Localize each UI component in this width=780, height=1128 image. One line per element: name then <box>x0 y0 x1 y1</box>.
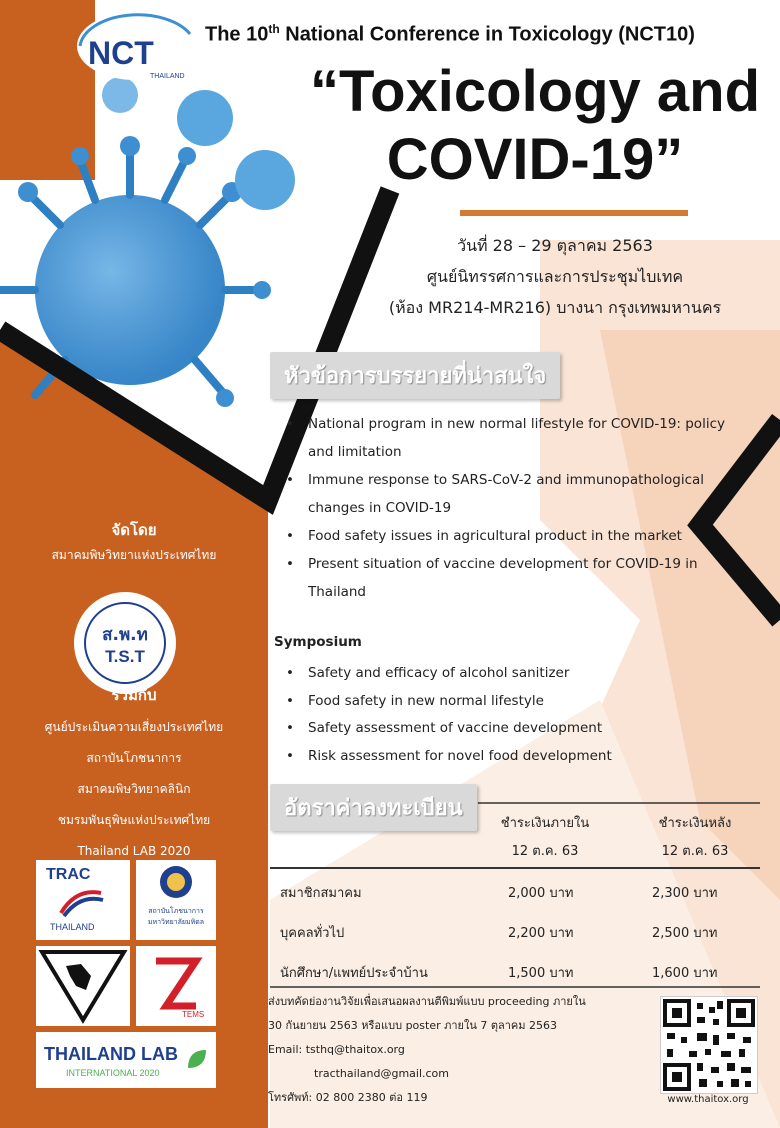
list-item: • Present situation of vaccine development for COVID-19 in Thailand <box>282 550 742 606</box>
clinical-tox-logo <box>36 946 130 1026</box>
trac-logo-text: TRAC <box>46 866 91 883</box>
event-room: (ห้อง MR214-MR216) บางนา กรุงเทพมหานคร <box>388 298 722 317</box>
main-title-line1: “Toxicology and <box>309 59 761 124</box>
partner-item: ชมรมพันธุพิษแห่งประเทศไทย <box>57 813 211 827</box>
seal-line1: ส.พ.ท <box>102 625 148 645</box>
submission-line2: 30 กันยายน 2563 หรือแบบ poster ภายใน 7 ตุลาคม 2563 <box>268 1019 558 1032</box>
fees-heading: อัตราค่าลงทะเบียน <box>270 784 477 831</box>
nutrition-institute-logo: สถาบันโภชนาการ มหาวิทยาลัยมหิดล <box>136 860 216 940</box>
fee-category: บุคคลทั่วไป <box>280 926 345 941</box>
partner-item: สถาบันโภชนาการ <box>86 751 182 765</box>
list-item: • Safety assessment of vaccine development <box>282 715 742 743</box>
partner-list <box>0 712 268 867</box>
organizer-name: สมาคมพิษวิทยาแห่งประเทศไทย <box>51 548 217 562</box>
email-primary: Email: tsthq@thaitox.org <box>268 1043 405 1056</box>
partner-label: ร่วมกับ <box>111 686 157 704</box>
website-url: www.thaitox.org <box>667 1094 749 1105</box>
list-item: • Immune response to SARS-CoV-2 and immunopathological changes in COVID-19 <box>282 466 742 522</box>
seal-line2: T.S.T <box>105 647 145 666</box>
list-item: • Safety and efficacy of alcohol sanitizer <box>282 660 742 688</box>
fee-early: 2,200 บาท <box>508 926 574 941</box>
table-row <box>270 872 760 910</box>
col-late-head: ชำระเงินหลัง 12 ต.ค. 63 <box>658 816 732 859</box>
list-item: • Food safety in new normal lifestyle <box>282 688 742 716</box>
thailand-lab-logo-subtext: INTERNATIONAL 2020 <box>66 1068 160 1078</box>
partner-item: Thailand LAB 2020 <box>77 844 191 858</box>
contact-info <box>268 990 668 1110</box>
submission-line1: ส่งบทคัดย่องานวิจัยเพื่อเสนอผลงานตีพิมพ์แบบ proceeding ภายใน <box>268 995 586 1008</box>
symposium-list <box>282 660 742 770</box>
partner-item: สมาคมพิษวิทยาคลินิก <box>77 782 191 796</box>
organizer-label: จัดโดย <box>111 521 157 539</box>
fee-early: 1,500 บาท <box>508 966 574 981</box>
topics-heading: หัวข้อการบรรยายที่น่าสนใจ <box>270 352 560 399</box>
trac-logo-subtext: THAILAND <box>50 922 95 932</box>
fee-category: นักศึกษา/แพทย์ประจำบ้าน <box>280 966 428 981</box>
fee-early: 2,000 บาท <box>508 886 574 901</box>
nct-logo <box>70 6 200 86</box>
fee-category: สมาชิกสมาคม <box>280 886 362 901</box>
list-item: • Food safety issues in agricultural product in the market <box>282 522 742 550</box>
event-info <box>330 230 780 323</box>
thailand-lab-logo <box>36 1032 216 1088</box>
main-title-line2: COVID-19” <box>386 127 684 192</box>
topics-list <box>282 410 742 606</box>
trac-logo <box>36 860 130 940</box>
event-venue: ศูนย์นิทรรศการและการประชุมไบเทค <box>426 267 684 286</box>
col-early-head: ชำระเงินภายใน 12 ต.ค. 63 <box>500 816 590 859</box>
tems-logo-text: TEMS <box>182 1010 205 1019</box>
event-date: วันที่ 28 – 29 ตุลาคม 2563 <box>457 236 653 255</box>
email-secondary: tracthailand@gmail.com <box>314 1067 449 1080</box>
table-row <box>270 912 760 950</box>
thailand-lab-logo-text: THAILAND LAB <box>44 1044 178 1064</box>
title-underline <box>460 210 688 216</box>
fee-late: 2,500 บาท <box>652 926 718 941</box>
list-item: • Risk assessment for novel food development <box>282 743 742 771</box>
tems-logo <box>136 946 216 1026</box>
qr-code-icon <box>660 996 758 1094</box>
nct-logo-subtext: THAILAND <box>150 73 185 80</box>
fee-late: 1,600 บาท <box>652 966 718 981</box>
conference-title: The 10th National Conference in Toxicology (NCT10) <box>205 22 695 46</box>
partner-item: ศูนย์ประเมินความเสี่ยงประเทศไทย <box>44 720 224 734</box>
nct-logo-text: NCT <box>88 35 154 71</box>
table-row <box>270 952 760 990</box>
fee-late: 2,300 บาท <box>652 886 718 901</box>
main-title <box>300 58 770 194</box>
symposium-label: Symposium <box>274 634 362 650</box>
phone: โทรศัพท์: 02 800 2380 ต่อ 119 <box>268 1091 428 1104</box>
list-item: • National program in new normal lifestyle for COVID-19: policy and limitation <box>282 410 742 466</box>
